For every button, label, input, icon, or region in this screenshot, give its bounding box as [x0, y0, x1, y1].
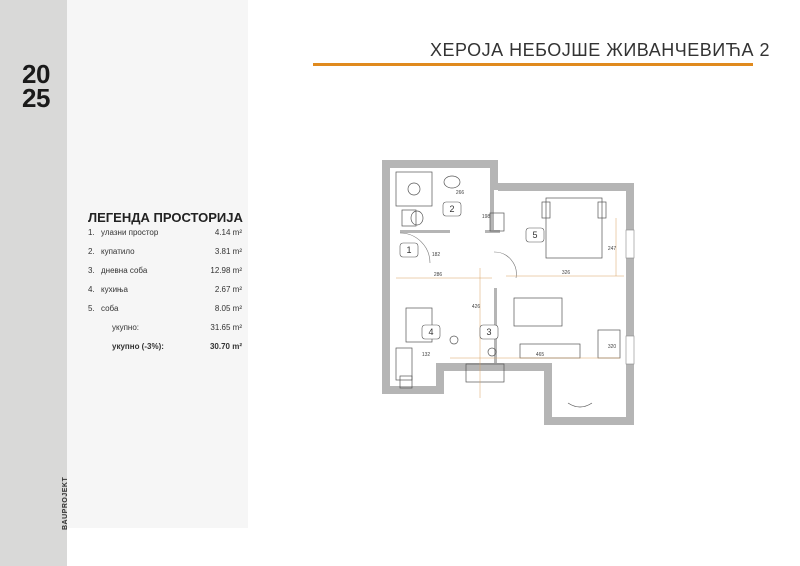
dimension-label: 465 [535, 352, 545, 358]
room-name: купатило [101, 247, 135, 256]
total-area: 31.65 m² [210, 323, 242, 332]
room-number: 2. [88, 247, 95, 256]
dimension-label: 426 [471, 304, 481, 310]
year-label [22, 59, 50, 113]
room-number-4: 4 [428, 327, 434, 337]
room-number-3: 3 [486, 327, 492, 337]
room-area: 4.14 m² [214, 228, 242, 237]
legend-row [88, 247, 248, 266]
dimension-label: 198 [481, 214, 491, 220]
room-area: 3.81 m² [214, 247, 242, 256]
room-number: 1. [88, 228, 95, 237]
legend-row [88, 266, 248, 285]
floor-plan [380, 158, 642, 428]
accent-divider [313, 63, 753, 66]
page-title: ХЕРОЈА НЕБОЈШЕ ЖИВАНЧЕВИЋА 2 [430, 40, 771, 60]
reduced-label: укупно (-3%): [112, 342, 164, 351]
room-area: 12.98 m² [210, 266, 242, 275]
reduced-area: 30.70 m² [209, 342, 242, 351]
room-name: кухиња [101, 285, 129, 294]
year-bottom: 25 [22, 83, 50, 113]
room-number: 5. [88, 304, 95, 313]
total-label: укупно: [112, 323, 140, 332]
room-name: улазни простор [101, 228, 159, 237]
legend-row [88, 304, 248, 323]
sidebar [0, 0, 67, 566]
room-name: дневна соба [101, 266, 148, 275]
room-area: 2.67 m² [214, 285, 242, 294]
dimension-label: 132 [421, 352, 431, 358]
dimension-label: 247 [607, 246, 617, 252]
legend-row [88, 285, 248, 304]
room-number: 3. [88, 266, 95, 275]
dimension-label: 326 [561, 270, 571, 276]
dimension-label: 266 [455, 190, 465, 196]
legend-row [88, 228, 248, 247]
dimension-label: 320 [607, 344, 617, 350]
dimension-label: 182 [431, 252, 441, 258]
room-number-1: 1 [406, 245, 412, 255]
legend-reduced-row [88, 342, 248, 361]
year-top: 20 [22, 59, 50, 89]
legend-title: ЛЕГЕНДА ПРОСТОРИЈА [88, 210, 243, 225]
legend-total-row [88, 323, 248, 342]
dimension-label: 286 [433, 272, 443, 278]
room-area: 8.05 m² [214, 304, 242, 313]
room-number-2: 2 [449, 204, 455, 214]
fixtures [396, 172, 620, 407]
brand-logo: BAUPROJEKT [62, 476, 69, 530]
room-number-5: 5 [532, 230, 538, 240]
room-name: соба [101, 304, 119, 313]
walls [382, 160, 634, 425]
room-number: 4. [88, 285, 95, 294]
room-legend [88, 228, 248, 361]
